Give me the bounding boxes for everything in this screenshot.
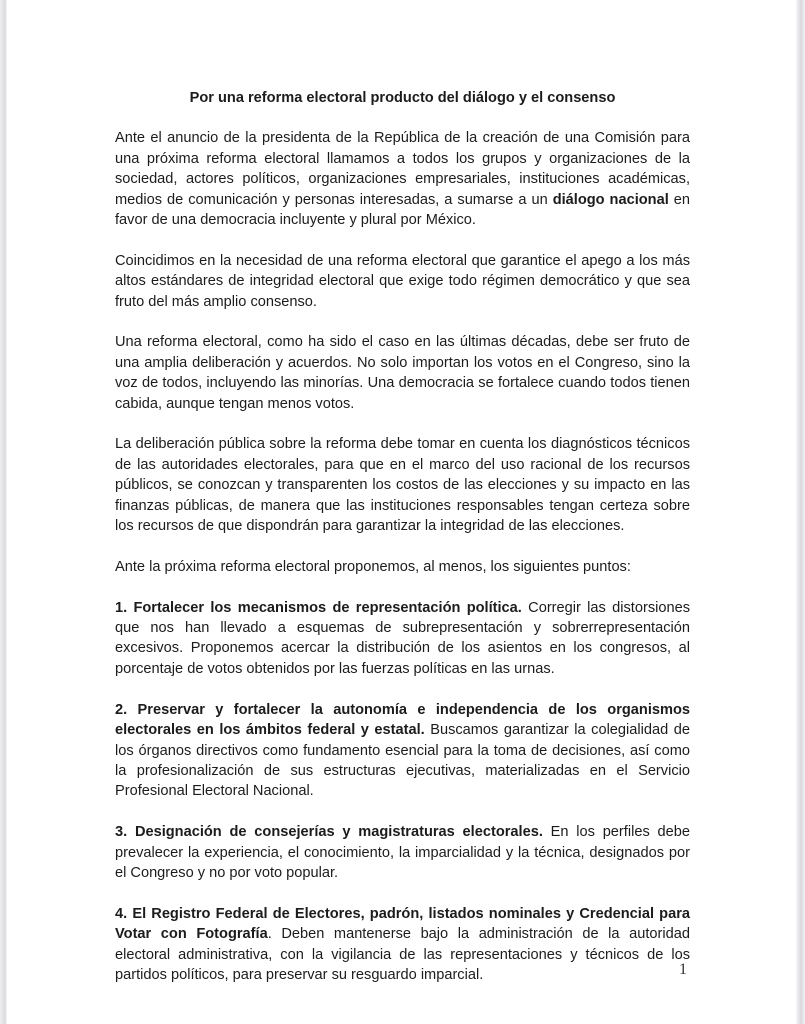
document-title: Por una reforma electoral producto del diálogo y el consenso: [189, 90, 616, 106]
page-edge-left: [0, 0, 7, 1024]
point-heading: 4. El Registro Federal de Electores, padrón, listados nominales y Credencial para Votar con Fotografía: [115, 905, 690, 943]
point-heading: 3. Designación de consejerías y magistraturas electorales.: [115, 824, 543, 841]
point-body: En los perfiles debe prevalecer la experiencia, el conocimiento, la imparcialidad y la técnica, designados por el Congreso y no por voto popular.: [115, 824, 690, 881]
paragraph-deliberacion-publica: La deliberación pública sobre la reforma debe tomar en cuenta los diagnósticos técnicos de las autoridades electorales, para que en el marco del uso racional de los recursos públicos, se conozcan y transparenten los costos de las elecciones y su impacto en las finanzas públicas, de manera que las instituciones responsables tengan certeza sobre los recursos de que dispondrán para garantizar la integridad de las elecciones.: [115, 436, 690, 535]
page-edge-right: [796, 0, 805, 1024]
paragraph-puntos-intro: Ante la próxima reforma electoral proponemos, al menos, los siguientes puntos:: [115, 558, 631, 575]
point-3: [115, 822, 690, 883]
point-1: [115, 598, 690, 680]
point-2: [115, 700, 690, 802]
paragraph-coincidimos: Coincidimos en la necesidad de una reforma electoral que garantice el apego a los más altos estándares de integridad electoral que exige todo régimen democrático y que sea fruto del más amplio consenso.: [115, 252, 690, 310]
page-number: 1: [679, 961, 687, 978]
paragraph-intro: [115, 128, 690, 230]
paragraph-text: en favor de una democracia incluyente y plural por México.: [115, 191, 690, 229]
point-4: [115, 904, 690, 986]
paragraph-deliberacion-acuerdos: Una reforma electoral, como ha sido el caso en las últimas décadas, debe ser fruto de una amplia deliberación y acuerdos. No solo importan los votos en el Congreso, sino la voz de todos, incluyendo las minorías. Una democracia se fortalece cuando todos tienen cabida, aunque tengan menos votos.: [115, 334, 690, 412]
point-body: Buscamos garantizar la colegialidad de los órganos directivos como fundamento esencial para la toma de decisiones, así como la profesionalización de sus estructuras ejecutivas, materializadas en el Servicio Profesional Electoral Nacional.: [115, 722, 690, 800]
document-page: [115, 88, 690, 1006]
point-body: Corregir las distorsiones que nos han llevado a esquemas de subrepresentación y sobrerrepresentación excesivos. Proponemos acercar la distribución de los asientos en los congresos, al porcentaje de votos obtenidos por las fuerzas políticas en las urnas.: [115, 599, 690, 677]
point-heading: 1. Fortalecer los mecanismos de representación política.: [115, 599, 522, 616]
point-body: . Deben mantenerse bajo la administración de la autoridad electoral administrativa, con la vigilancia de las representaciones y técnicos de los partidos políticos, para preservar su resguardo imparcial.: [115, 926, 690, 983]
paragraph-text: Ante el anuncio de la presidenta de la República de la creación de una Comisión para una próxima reforma electoral llamamos a todos los grupos y organizaciones de la sociedad, actores políticos, organizaciones empresariales, instituciones académicas, medios de comunicación y personas interesadas, a sumarse a un: [115, 130, 690, 208]
point-heading: 2. Preservar y fortalecer la autonomía e independencia de los organismos electorales en los ámbitos federal y estatal.: [115, 701, 690, 739]
bold-phrase: diálogo nacional: [552, 191, 669, 208]
